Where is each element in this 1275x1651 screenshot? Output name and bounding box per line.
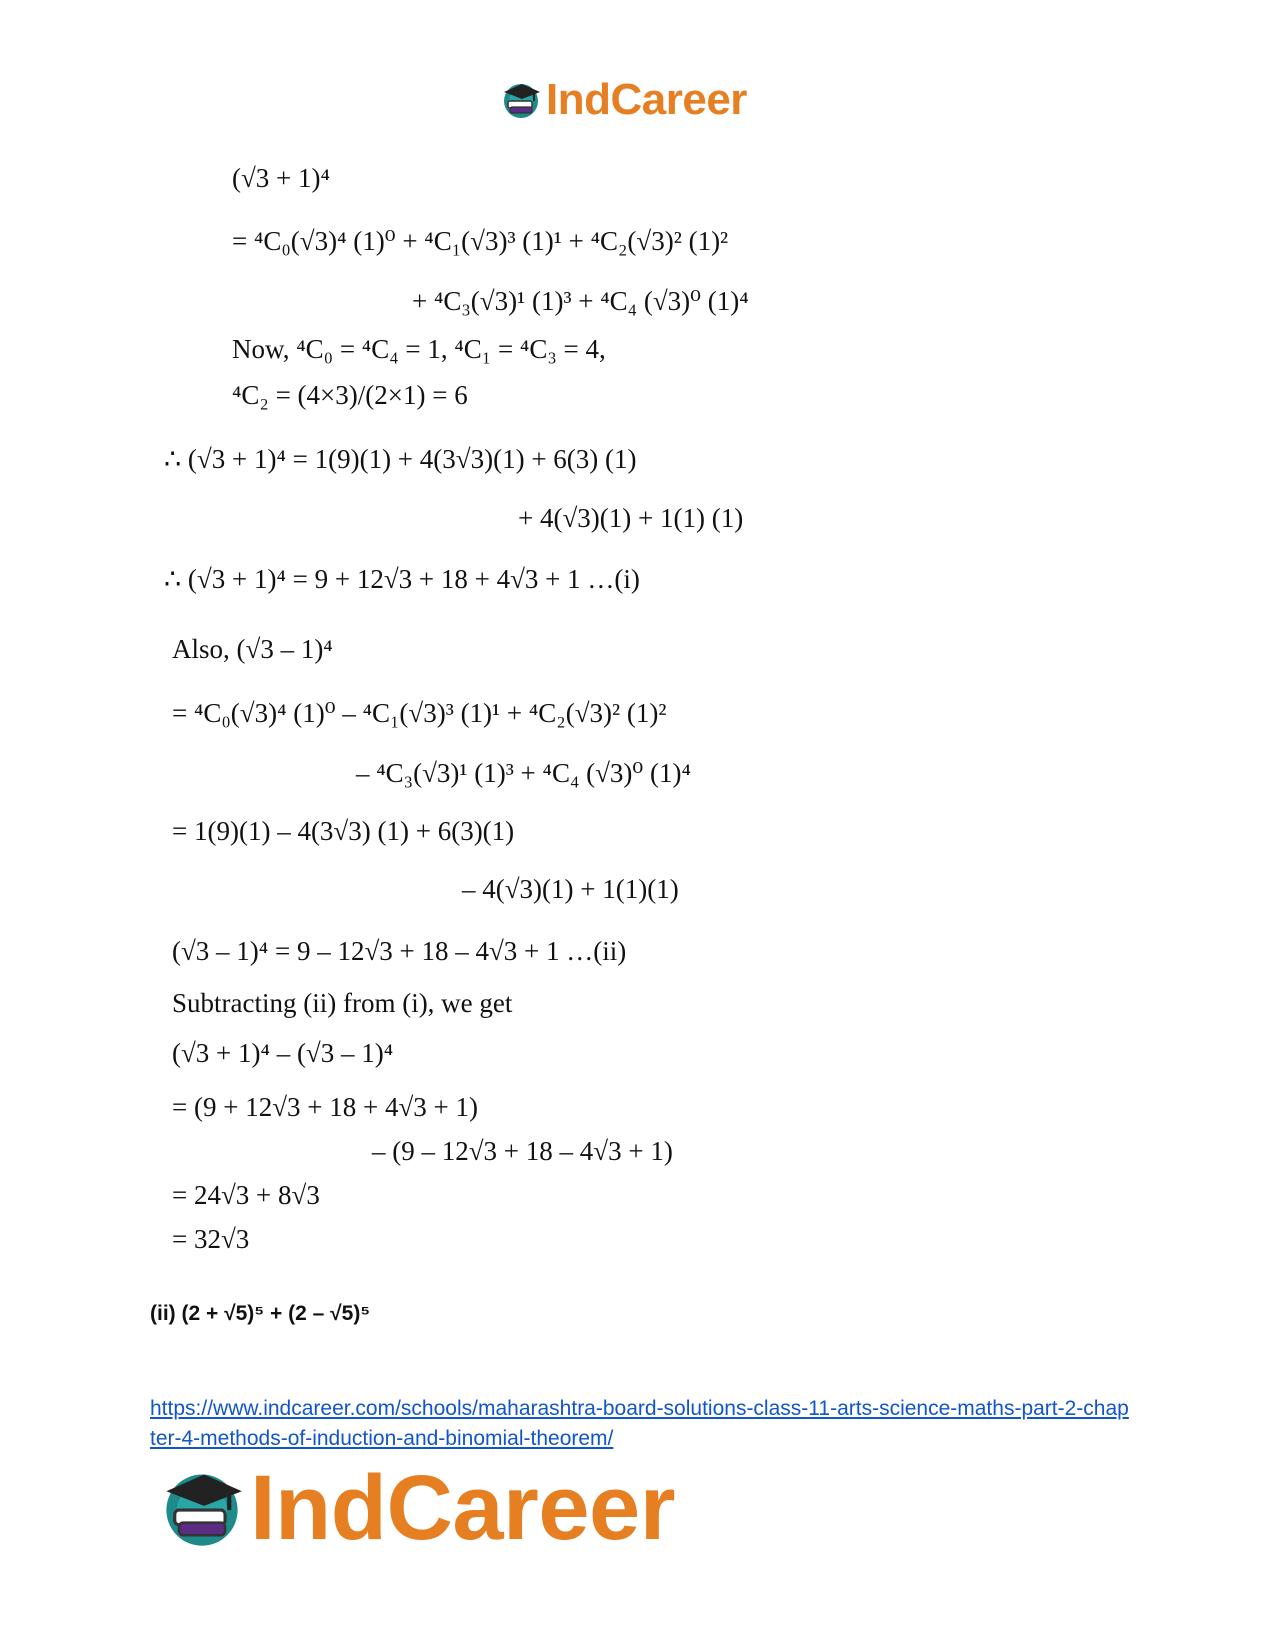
brand-name: IndCareer bbox=[250, 1457, 675, 1559]
solution-line: ⁴C₂ = (4×3)/(2×1) = 6 bbox=[232, 380, 468, 410]
solution-line: = 32√3 bbox=[172, 1224, 250, 1254]
solution-line: – ⁴C₃(√3)¹ (1)³ + ⁴C₄ (√3)⁰ (1)⁴ bbox=[356, 758, 691, 788]
solution-line: = ⁴C₀(√3)⁴ (1)⁰ + ⁴C₁(√3)³ (1)¹ + ⁴C₂(√3)² (1)² bbox=[232, 226, 729, 256]
solution-line: Now, ⁴C₀ = ⁴C₄ = 1, ⁴C₁ = ⁴C₃ = 4, bbox=[232, 334, 606, 364]
solution-line: + 4(√3)(1) + 1(1) (1) bbox=[518, 503, 744, 533]
solution-line: Also, (√3 – 1)⁴ bbox=[172, 634, 333, 664]
solution-line: = ⁴C₀(√3)⁴ (1)⁰ – ⁴C₁(√3)³ (1)¹ + ⁴C₂(√3)² (1)² bbox=[172, 698, 667, 728]
solution-line: (√3 + 1)⁴ – (√3 – 1)⁴ bbox=[172, 1038, 394, 1068]
solution-line: = 1(9)(1) – 4(3√3) (1) + 6(3)(1) bbox=[172, 816, 515, 846]
solution-line: (√3 – 1)⁴ = 9 – 12√3 + 18 – 4√3 + 1 …(ii) bbox=[172, 936, 627, 966]
solution-line: = 24√3 + 8√3 bbox=[172, 1180, 320, 1210]
footer-logo bbox=[158, 1457, 675, 1559]
graduation-cap-icon bbox=[500, 79, 542, 121]
brand-name: IndCareer bbox=[546, 75, 747, 124]
solution-line: = (9 + 12√3 + 18 + 4√3 + 1) bbox=[172, 1092, 479, 1122]
solution-line: (√3 + 1)⁴ bbox=[232, 163, 330, 193]
question-heading: (ii) (2 + √5)⁵ + (2 – √5)⁵ bbox=[150, 1302, 371, 1325]
solution-line: Subtracting (ii) from (i), we get bbox=[172, 988, 513, 1018]
solution-line: ∴ (√3 + 1)⁴ = 9 + 12√3 + 18 + 4√3 + 1 …(i) bbox=[164, 564, 640, 594]
solution-line: – 4(√3)(1) + 1(1)(1) bbox=[462, 874, 679, 904]
graduation-cap-icon bbox=[158, 1464, 246, 1552]
solution-line: – (9 – 12√3 + 18 – 4√3 + 1) bbox=[372, 1136, 673, 1166]
header-logo bbox=[500, 75, 747, 124]
solution-line: ∴ (√3 + 1)⁴ = 1(9)(1) + 4(3√3)(1) + 6(3) (1) bbox=[164, 444, 637, 474]
source-link[interactable]: https://www.indcareer.com/schools/maharashtra-board-solutions-class-11-arts-science-maths-part-2-chapter-4-methods-of-induction-and-binomial-theorem/ bbox=[150, 1397, 1129, 1450]
solution-line: + ⁴C₃(√3)¹ (1)³ + ⁴C₄ (√3)⁰ (1)⁴ bbox=[412, 286, 749, 316]
